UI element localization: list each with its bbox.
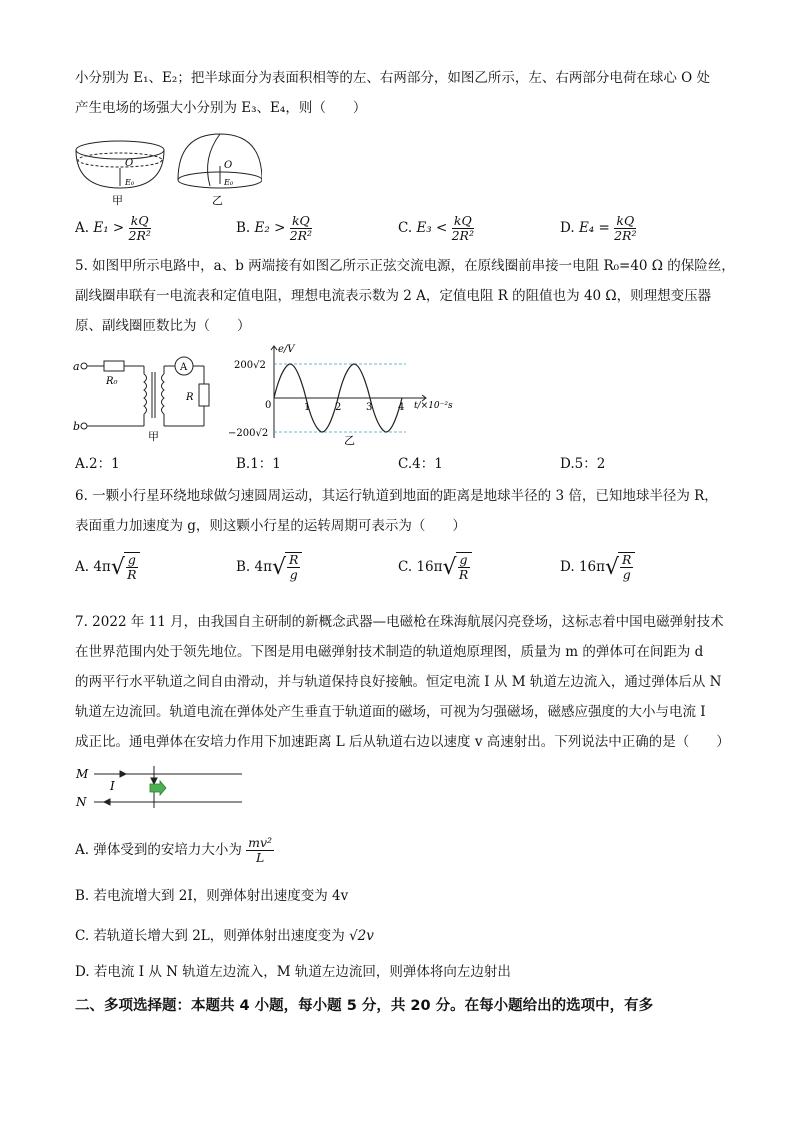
rail-n-label: N xyxy=(76,795,87,809)
q5-line-1: 5. 如图甲所示电路中，a、b 两端接有如图乙所示正弦交流电源，在原线圈前串接一电阻 R₀=40 Ω 的保险丝， xyxy=(75,258,735,274)
resistor-r0 xyxy=(104,361,124,371)
primary-coil xyxy=(144,374,147,414)
graph-origin: 0 xyxy=(265,400,272,411)
graph-ylabel: e/V xyxy=(278,344,295,355)
q7-line-5: 成正比。通电弹体在安培力作用下加速距离 L 后从轨道右边以速度 v 高速射出。下列说法中正确的是（ ） xyxy=(75,734,730,750)
graph-label: 乙 xyxy=(344,434,355,446)
q7-railgun-diagram xyxy=(72,762,252,812)
fig-e0-right: E₀ xyxy=(224,178,234,187)
circuit-label: 甲 xyxy=(148,430,159,442)
ammeter-label: A xyxy=(180,362,188,373)
q7-option-d[interactable]: D. 若电流 I 从 N 轨道左边流入，M 轨道左边流回，则弹体将向左边射出 xyxy=(75,964,511,980)
q7-line-2: 在世界范围内处于领先地位。下图是用电磁弹射技术制造的轨道炮原理图，质量为 m 的弹体可在间距为 d xyxy=(75,644,704,660)
graph-ytop: 200√2 xyxy=(234,360,266,371)
q5-circuit-diagram xyxy=(72,346,222,442)
q4-option-a[interactable]: A. E₁ > $\frac{kQ}{\text{2R²}}$ xyxy=(75,213,151,243)
q6-option-d[interactable]: D. 16π√ $\frac{R}{g}$ xyxy=(560,552,635,582)
resistor-r xyxy=(199,384,209,406)
q5-line-2: 副线圈串联有一电流表和定值电阻，理想电流表示数为 2 A，定值电阻 R 的阻值也为 40 Ω，则理想变压器 xyxy=(75,288,712,304)
graph-tick-2: 2 xyxy=(335,402,342,413)
current-i-label: I xyxy=(110,779,115,793)
fig-e0-left: E₀ xyxy=(125,178,135,187)
q4-hemisphere-figure xyxy=(72,128,262,208)
q7-option-c[interactable]: C. 若轨道长增大到 2L，则弹体射出速度变为 √2v xyxy=(75,928,374,944)
fig-o-left: O xyxy=(125,158,134,169)
fig-label-yi: 乙 xyxy=(212,194,223,207)
q6-option-b[interactable]: B. 4π√ $\frac{R}{g}$ xyxy=(236,552,302,582)
q6-option-c[interactable]: C. 16π√ $\frac{g}{R}$ xyxy=(398,552,472,582)
q7-option-a[interactable]: A. 弹体受到的安培力大小为 $\frac{\text{mv²}}{L}$ xyxy=(75,835,273,865)
secondary-coil xyxy=(162,374,165,414)
graph-tick-3: 3 xyxy=(366,402,373,413)
q4-option-c[interactable]: C. E₃ < $\frac{kQ}{\text{2R²}}$ xyxy=(398,213,474,243)
q6-line-1: 6. 一颗小行星环绕地球做匀速圆周运动，其运行轨道到地面的距离是地球半径的 3 倍，已知地球半径为 R， xyxy=(75,488,718,504)
q5-option-c[interactable]: C.4：1 xyxy=(398,456,443,472)
terminal-b: b xyxy=(73,420,81,433)
terminal-a: a xyxy=(73,360,80,373)
graph-tick-4: 4 xyxy=(398,402,405,413)
q5-option-a[interactable]: A.2：1 xyxy=(75,456,120,472)
hemisphere-yi xyxy=(178,134,262,188)
graph-tick-1: 1 xyxy=(304,402,311,413)
q7-line-4: 轨道左边流回。轨道电流在弹体处产生垂直于轨道面的磁场，可视为匀强磁场，磁感应强度的大小与电流 I xyxy=(75,704,706,720)
q5-option-b[interactable]: B.1：1 xyxy=(236,456,281,472)
label-r0: R₀ xyxy=(106,376,118,387)
q4-line-1: 小分别为 E₁、E₂；把半球面分为表面积相等的左、右两部分，如图乙所示，左、右两部分电荷在球心 O 处 xyxy=(75,70,710,86)
graph-xlabel: t/×10⁻²s xyxy=(414,401,453,411)
q6-option-a[interactable]: A. 4π√ $\frac{g}{R}$ xyxy=(75,552,140,582)
fig-label-jia: 甲 xyxy=(112,194,123,207)
rail-m-label: M xyxy=(76,767,89,781)
fig-o-right: O xyxy=(224,160,233,171)
graph-ybottom: −200√2 xyxy=(228,428,269,439)
q6-line-2: 表面重力加速度为 g，则这颗小行星的运转周期可表示为（ ） xyxy=(75,518,466,534)
q7-line-3: 的两平行水平轨道之间自由滑动，并与轨道保持良好接触。恒定电流 I 从 M 轨道左边流入，通过弹体后从 N xyxy=(75,674,722,690)
q4-option-b[interactable]: B. E₂ > $\frac{kQ}{\text{2R²}}$ xyxy=(236,213,313,243)
q7-option-b[interactable]: B. 若电流增大到 2I，则弹体射出速度变为 4v xyxy=(75,888,349,904)
q5-line-3: 原、副线圈匝数比为（ ） xyxy=(75,318,251,334)
q4-line-2: 产生电场的场强大小分别为 E₃、E₄，则（ ） xyxy=(75,100,367,116)
q5-waveform-graph xyxy=(226,340,476,446)
hemisphere-jia xyxy=(76,141,164,188)
q5-option-d[interactable]: D.5：2 xyxy=(560,456,606,472)
q4-option-d[interactable]: D. E₄ = $\frac{kQ}{\text{2R²}}$ xyxy=(560,213,637,243)
q7-line-1: 7. 2022 年 11 月，由我国自主研制的新概念武器—电磁枪在珠海航展闪亮登场，这标志着中国电磁弹射技术 xyxy=(75,614,724,630)
section-2-heading: 二、多项选择题：本题共 4 小题，每小题 5 分，共 20 分。在每小题给出的选项中，有多 xyxy=(75,998,654,1014)
projectile-arrow xyxy=(150,781,166,795)
label-r: R xyxy=(186,392,194,403)
